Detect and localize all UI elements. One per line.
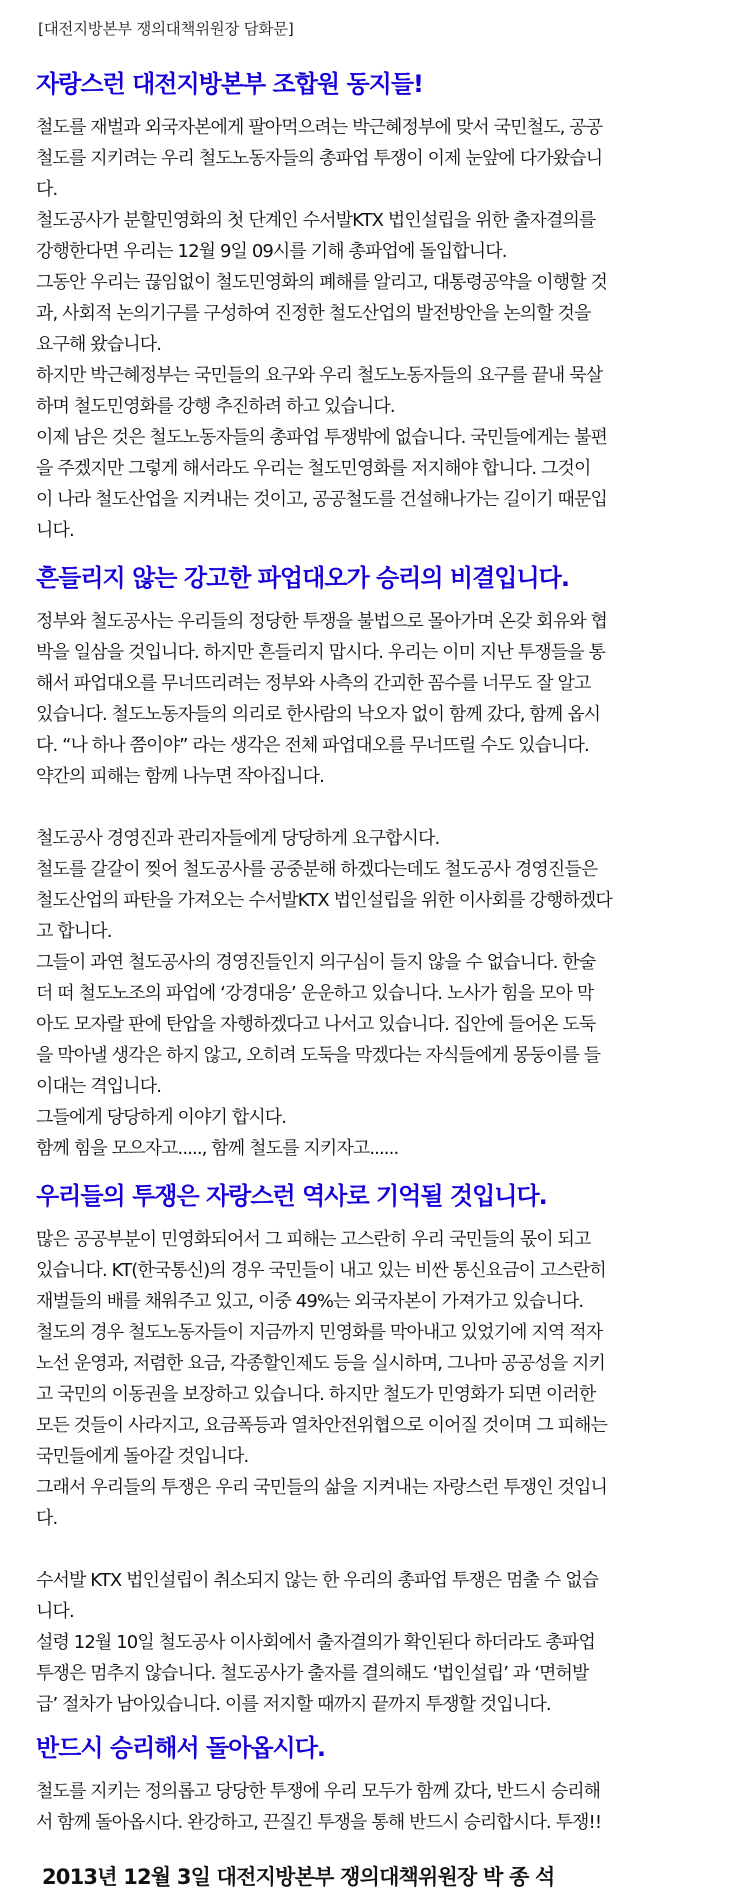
text-line: 다.: [36, 1508, 58, 1529]
text-line: 니다.: [36, 1601, 74, 1622]
section-body-victory: [36, 1776, 726, 1838]
section-title-victory: 반드시 승리해서 돌아옵시다.: [36, 1734, 326, 1762]
text-line: 박을 일삼을 것입니다. 하지만 흔들리지 맙시다. 우리는 이미 지난 투쟁들을 통: [36, 642, 605, 663]
text-line: 있습니다. 철도노동자들의 의리로 한사람의 낙오자 없이 함께 갔다, 함께 옵시: [36, 704, 601, 725]
text-line: 이 나라 철도산업을 지켜내는 것이고, 공공철도를 건설해나가는 길이기 때문입: [36, 489, 608, 510]
text-line: 정부와 철도공사는 우리들의 정당한 투쟁을 불법으로 몰아가며 온갖 회유와 협: [36, 611, 608, 632]
section-title-strike-unity: 흔들리지 않는 강고한 파업대오가 승리의 비결입니다.: [36, 564, 569, 592]
blank-line: [36, 792, 726, 823]
text-line: 아도 모자랄 판에 탄압을 자행하겠다고 나서고 있습니다. 집안에 들어온 도둑: [36, 1014, 596, 1035]
text-line: 서 함께 돌아옵시다. 완강하고, 끈질긴 투쟁을 통해 반드시 승리합시다. 투쟁!!: [36, 1812, 602, 1833]
text-line: 을 주겠지만 그렇게 해서라도 우리는 철도민영화를 저지해야 합니다. 그것이: [36, 458, 591, 479]
section-body-strike-unity: [36, 606, 726, 1164]
text-line: 철도를 재벌과 외국자본에게 팔아먹으려는 박근혜정부에 맞서 국민철도, 공공: [36, 117, 603, 138]
text-line: 함께 힘을 모으자고....., 함께 철도를 지키자고......: [36, 1138, 399, 1159]
text-line: 하지만 박근혜정부는 국민들의 요구와 우리 철도노동자들의 요구를 끝내 묵살: [36, 365, 603, 386]
text-line: 그동안 우리는 끊임없이 철도민영화의 폐해를 알리고, 대통령공약을 이행할 것: [36, 272, 608, 293]
text-line: 해서 파업대오를 무너뜨리려는 정부와 사측의 간괴한 꼼수를 너무도 잘 알고: [36, 673, 591, 694]
text-line: 요구해 왔습니다.: [36, 334, 162, 355]
text-line: 하며 철도민영화를 강행 추진하려 하고 있습니다.: [36, 396, 395, 417]
text-line: 약간의 피해는 함께 나누면 작아집니다.: [36, 766, 324, 787]
text-line: 재벌들의 배를 채워주고 있고, 이중 49%는 외국자본이 가져가고 있습니다.: [36, 1291, 584, 1312]
text-line: 철도를 지키는 정의롭고 당당한 투쟁에 우리 모두가 함께 갔다, 반드시 승리해: [36, 1781, 601, 1802]
section-title-comrades: 자랑스런 대전지방본부 조합원 동지들!: [36, 70, 423, 98]
text-line: 더 떠 철도노조의 파업에 ‘강경대응’ 운운하고 있습니다. 노사가 힘을 모아 막: [36, 983, 594, 1004]
section-title-history: 우리들의 투쟁은 자랑스런 역사로 기억될 것입니다.: [36, 1182, 547, 1210]
text-line: 철도산업의 파탄을 가져오는 수서발KTX 법인설립을 위한 이사회를 강행하겠다: [36, 890, 612, 911]
text-line: 이제 남은 것은 철도노동자들의 총파업 투쟁밖에 없습니다. 국민들에게는 불편: [36, 427, 608, 448]
text-line: 설령 12월 10일 철도공사 이사회에서 출자결의가 확인된다 하더라도 총파업: [36, 1632, 595, 1653]
text-line: 투쟁은 멈추지 않습니다. 철도공사가 출자를 결의해도 ‘법인설립’ 과 ‘면허발: [36, 1663, 589, 1684]
text-line: 다. “나 하나 쯤이야” 라는 생각은 전체 파업대오를 무너뜨릴 수도 있습니다.: [36, 735, 589, 756]
text-line: 강행한다면 우리는 12월 9일 09시를 기해 총파업에 돌입합니다.: [36, 241, 507, 262]
document-label: [대전지방본부 쟁의대책위원장 담화문]: [38, 20, 294, 38]
blank-line: [36, 1534, 726, 1565]
text-line: 다.: [36, 179, 58, 200]
section-body-comrades: [36, 112, 726, 546]
text-line: 많은 공공부분이 민영화되어서 그 피해는 고스란히 우리 국민들의 몫이 되고: [36, 1229, 591, 1250]
text-line: 모든 것들이 사라지고, 요금폭등과 열차안전위협으로 이어질 것이며 그 피해는: [36, 1415, 608, 1436]
text-line: 그래서 우리들의 투쟁은 우리 국민들의 삶을 지켜내는 자랑스런 투쟁인 것입니: [36, 1477, 608, 1498]
text-line: 그들이 과연 철도공사의 경영진들인지 의구심이 들지 않을 수 없습니다. 한술: [36, 952, 596, 973]
text-line: 이대는 격입니다.: [36, 1076, 162, 1097]
text-line: 고 합니다.: [36, 921, 112, 942]
text-line: 있습니다. KT(한국통신)의 경우 국민들이 내고 있는 비싼 통신요금이 고스란히: [36, 1260, 606, 1281]
text-line: 그들에게 당당하게 이야기 합시다.: [36, 1107, 287, 1128]
text-line: 철도공사가 분할민영화의 첫 단계인 수서발KTX 법인설립을 위한 출자결의를: [36, 210, 596, 231]
text-line: 노선 운영과, 저렴한 요금, 각종할인제도 등을 실시하며, 그나마 공공성을 지키: [36, 1353, 605, 1374]
text-line: 국민들에게 돌아갈 것입니다.: [36, 1446, 249, 1467]
text-line: 고 국민의 이동권을 보장하고 있습니다. 하지만 철도가 민영화가 되면 이러한: [36, 1384, 596, 1405]
text-line: 급’ 절차가 남아있습니다. 이를 저지할 때까지 끝까지 투쟁할 것입니다.: [36, 1694, 551, 1715]
text-line: 니다.: [36, 520, 74, 541]
text-line: 을 막아낼 생각은 하지 않고, 오히려 도둑을 막겠다는 자식들에게 몽둥이를 들: [36, 1045, 601, 1066]
text-line: 철도공사 경영진과 관리자들에게 당당하게 요구합시다.: [36, 828, 440, 849]
text-line: 철도의 경우 철도노동자들이 지금까지 민영화를 막아내고 있었기에 지역 적자: [36, 1322, 603, 1343]
text-line: 과, 사회적 논의기구를 구성하여 진정한 철도산업의 발전방안을 논의할 것을: [36, 303, 591, 324]
text-line: 철도를 지키려는 우리 철도노동자들의 총파업 투쟁이 이제 눈앞에 다가왔습니: [36, 148, 603, 169]
signature-line: 2013년 12월 3일 대전지방본부 쟁의대책위원장 박 종 석: [42, 1865, 555, 1889]
text-line: 수서발 KTX 법인설립이 취소되지 않는 한 우리의 총파업 투쟁은 멈출 수 없습: [36, 1570, 599, 1591]
section-body-history: [36, 1224, 726, 1720]
text-line: 철도를 갈갈이 찢어 철도공사를 공중분해 하겠다는데도 철도공사 경영진들은: [36, 859, 598, 880]
